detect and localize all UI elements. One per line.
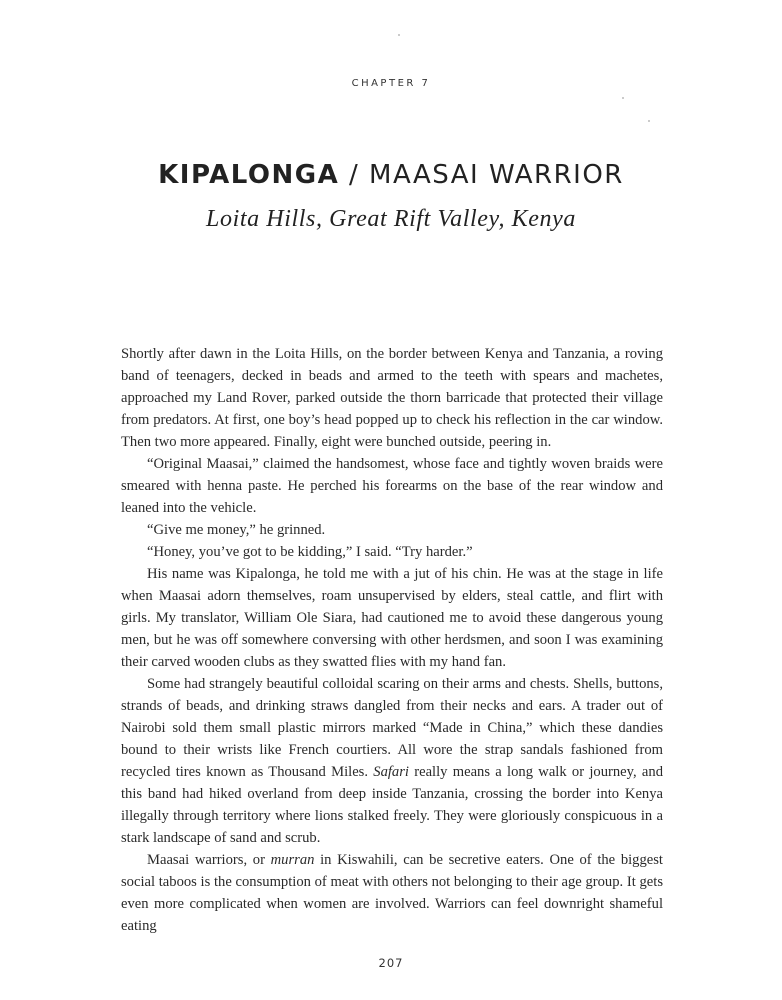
chapter-label: CHAPTER 7 [351, 78, 431, 89]
paragraph: Shortly after dawn in the Loita Hills, on the border between Kenya and Tanzania, a roving band of teenagers, decked in beads and armed to the teeth with spears and machetes, approached my Land Rover, parked outside the thorn barricade that protected their village from predators. At first, one boy’s head popped up to check his reflection in the car window. Then two more appeared. Finally, eight were bunched outside, peering in. [121, 346, 663, 450]
paragraph: “Honey, you’ve got to be kidding,” I said. “Try harder.” [147, 544, 473, 560]
italic-term: murran [270, 852, 315, 868]
chapter-subtitle: Loita Hills, Great Rift Valley, Kenya [206, 206, 576, 232]
body-text [121, 343, 663, 937]
chapter-title-separator: / [339, 160, 370, 190]
paragraph [121, 673, 663, 849]
scan-speck [398, 34, 400, 36]
chapter-title [0, 160, 782, 190]
paragraph-text: Maasai warriors, or [147, 852, 271, 868]
italic-term: Safari [373, 764, 409, 780]
page-number: 207 [378, 956, 404, 970]
paragraph-text: really means a long walk or journey, and this band had hiked overland from deep inside Tanzania, crossing the border into Kenya illegally through territory where lions stalked freely. They were gloriously conspicuous in a stark landscape of sand and scrub. [121, 764, 663, 846]
paragraph: “Give me money,” he grinned. [147, 522, 326, 538]
paragraph [121, 849, 663, 937]
scan-speck [648, 120, 650, 122]
scan-speck [622, 97, 624, 99]
paragraph: His name was Kipalonga, he told me with a jut of his chin. He was at the stage in life when Maasai adorn themselves, roam unsupervised by elders, steal cattle, and flirt with girls. My translator, William Ole Siara, had cautioned me to avoid these dangerous young men, but he was off somewhere conversing with other herdsmen, and soon I was examining their carved wooden clubs as they swatted flies with my hand fan. [121, 566, 663, 670]
paragraph-text: in Kiswahili, can be secretive eaters. One of the biggest social taboos is the consumption of meat with others not belonging to their age group. It gets even more complicated when women are involved. Warriors can feel downright shameful eating [121, 852, 663, 934]
chapter-title-role: MAASAI WARRIOR [369, 160, 624, 190]
chapter-title-name: KIPALONGA [158, 160, 340, 190]
paragraph: “Original Maasai,” claimed the handsomest, whose face and tightly woven braids were smeared with henna paste. He perched his forearms on the base of the rear window and leaned into the vehicle. [121, 456, 663, 516]
paragraph-text: Some had strangely beautiful colloidal scaring on their arms and chests. Shells, buttons, strands of beads, and drinking straws dangled from their necks and ears. A trader out of Nairobi sold them small plastic mirrors marked “Made in China,” which these dandies bound to their wrists like French courtiers. All wore the strap sandals fashioned from recycled tires known as Thousand Miles. [121, 676, 663, 780]
